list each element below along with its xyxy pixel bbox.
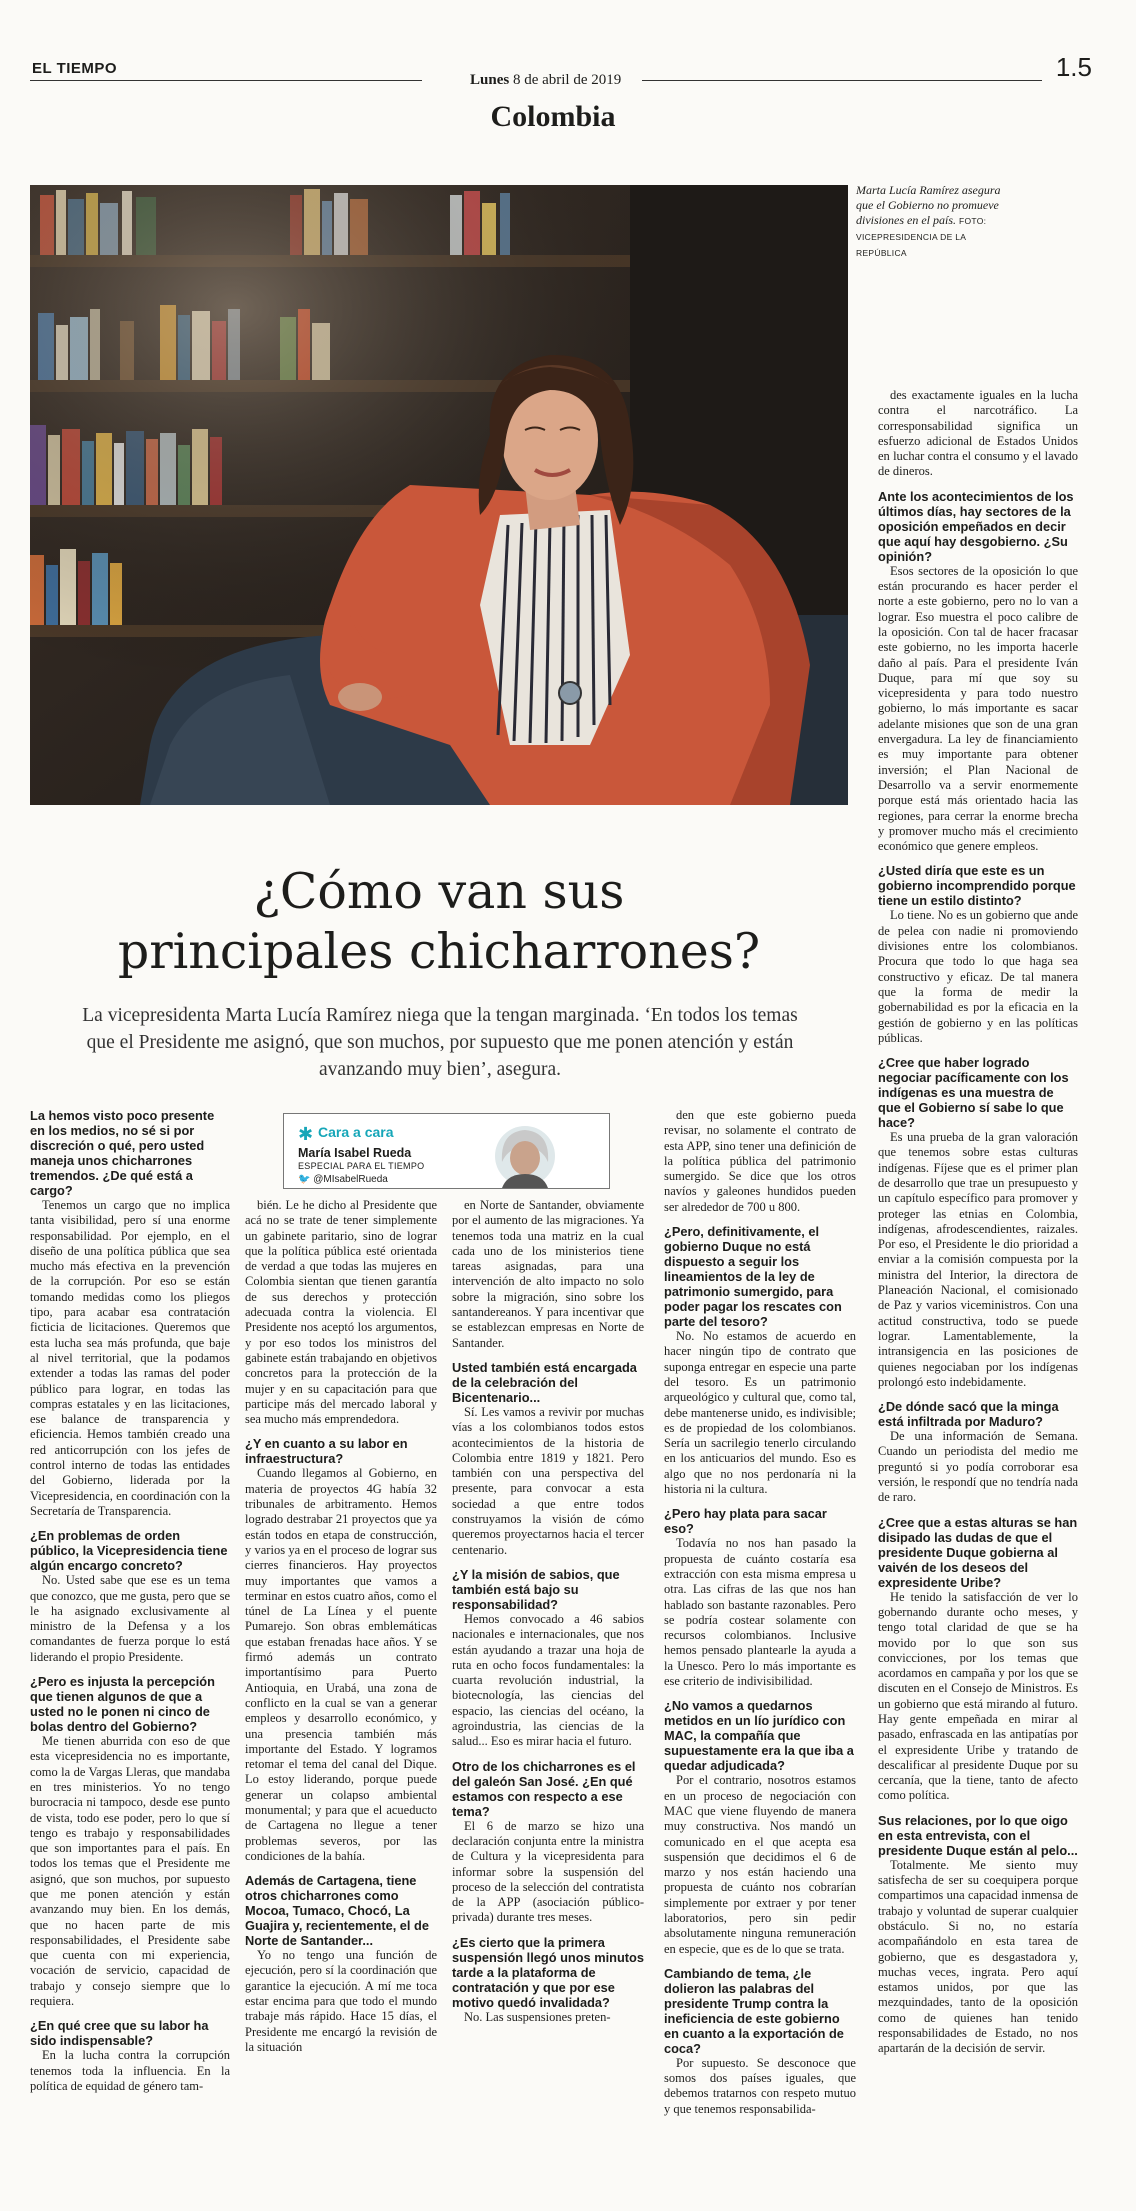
article-deck: La vicepresidenta Marta Lucía Ramírez niega que la tengan marginada. ‘En todos los temas que el Presidente me asignó, que son muchos, por supuesto que me ponen atención y están avanzando muy bien’, asegura. [82, 1005, 798, 1080]
interview-question: ¿De dónde sacó que la minga está infiltrada por Maduro? [878, 1399, 1059, 1430]
interview-answer: Cuando llegamos al Gobierno, en materia de proyectos 4G había 32 tribunales de arbitramento. Hemos logrado destrabar 21 proyectos que ya están todos en etapa de construcción, y varios ya en el proceso de lograr sus cierres financieros. Hay proyectos muy importantes que vamos a terminar en estos cuatro años, como el túnel de La Línea y el puente Pumarejo. Son obras emblemáticas que estaban frenadas hace años. Y se firmó además un contrato importantísimo para Puerto Antioquia, en Urabá, una zona de conflicto en la cual se van a generar empleos y desarrollo económico, y una presencia también más importante del Estado. Y logramos retomar el tema del canal del Dique. Lo estoy liderando, porque puede generar un colapso ambiental monumental; y para que el acueducto de Cartagena no llegue a tener problemas severos, por las condiciones de la bahía. [245, 1466, 437, 1863]
interview-answer: des exactamente iguales en la lucha contra el narcotráfico. La corresponsabilidad significa un esfuerzo adicional de Estados Unidos en luchar contra el consumo y el lavado de dineros. [878, 388, 1078, 479]
interview-question: ¿Cree que a estas alturas se han disipado las dudas de que el presidente Duque gobierna al vaivén de los deseos del expresidente Uribe? [878, 1514, 1078, 1590]
interview-question: La hemos visto poco presente en los medios, no sé si por discreción o qué, pero usted maneja unos chicharrones tremendos. ¿De qué está a cargo? [30, 1108, 215, 1198]
article-headline: ¿Cómo van sus principales chicharrones? [117, 863, 761, 980]
interview-answer: Me tienen aburrida con eso de que esta vicepresidencia no es importante, como la de Vargas Lleras, que mandaba en tres ministerios. Yo no tengo burocracia ni tampoco, desde ese punto de vista, todo ese poder, pero lo que sí tengo es trabajo y responsabilidades que son importantes para el país. En todos los temas que el Presidente me asignó, que son muchos, por supuesto que me ponen atención y están avanzando muy bien. En los demás, que no hacen parte de mis responsabilidades, el Presidente sabe que cuenta con mi experiencia, vocación de servicio, capacidad de trabajo y consejo siempre que lo requiera. [30, 1734, 230, 2009]
article-column-4 [664, 1108, 856, 2118]
interview-question: Sus relaciones, por lo que oigo en esta entrevista, con el presidente Duque están al pelo... [878, 1812, 1078, 1858]
interview-question: ¿Usted diría que este es un gobierno incomprendido porque tiene un estilo distinto? [878, 863, 1076, 909]
interview-answer: No. No estamos de acuerdo en hacer ningún tipo de contrato que suponga entregar en especie una parte del tesoro. Es un patrimonio arqueológico y cultural que, como tal, debe mantenerse unido, es indivisible; es de propiedad de los colombianos. Sería un sacrilegio tenerlo circulando en los anticuarios del mundo. Eso es algo que no nos perdonaría ni la historia ni la cultura. [664, 1329, 856, 1497]
interview-answer: Totalmente. Me siento muy satisfecha de ser su coequipera porque compartimos una capacidad inmensa de trabajo y voluntad de superar cualquier obstáculo. Si no, no estaría acompañándolo en esta tarea de gobierno, que es desgastadora y, muchas veces, ingrata. Pero aquí estamos unidos, por que las mezquindades, tanto de la oposición como de quienes han tenido responsabilidades de Estado, no nos apartarán de la decisión de servir. [878, 1857, 1078, 2056]
twitter-icon: 🐦 [298, 1174, 311, 1185]
interview-question: ¿Y la misión de sabios, que también está bajo su responsabilidad? [452, 1566, 620, 1612]
article-column-5 [878, 388, 1078, 2058]
interview-question: Usted también está encargada de la celebración del Bicentenario... [452, 1359, 637, 1405]
interview-answer: en Norte de Santander, obviamente por el aumento de las migraciones. Ya tenemos toda una matriz en la cual cada uno de los ministerios tiene tareas asignadas, para una intervención de alto impacto no solo sobre la migración, sino sobre los santandereanos. Y para incentivar que se establezcan empresas en Norte de Santander. [452, 1198, 644, 1350]
main-photo [30, 185, 848, 805]
article-column-1 [30, 1108, 230, 2095]
header-rule-right [642, 80, 1042, 81]
interview-answer: No. Las suspensiones preten- [464, 2009, 611, 2024]
author-name: María Isabel Rueda [298, 1146, 412, 1160]
interview-question: ¿Es cierto que la primera suspensión llegó unos minutos tarde a la plataforma de contratación y que por ese motivo quedó invalidada? [452, 1934, 644, 2010]
interview-answer: Por el contrario, nosotros estamos en un proceso de negociación con MAC que viene fluyendo de manera muy constructiva. Nos mandó un comunicado en el que acepta esa suspensión que decidimos el 6 de marzo y nos están haciendo una propuesta de cuánto nos cobrarían simplemente por extraer y por tener laboratorios, pero sin pedir absolutamente ninguna remuneración en especie, que es de lo que se trata. [664, 1773, 856, 1956]
interview-answer: Hemos convocado a 46 sabios nacionales e internacionales, que nos están ayudando a trazar una hoja de ruta en ocho focos fundamentales: la cuarta revolución industrial, la biotecnología, las ciencias del espacio, las ciencias del océano, la agroindustria, las ciencias de la salud... Eso es mirar hacia el futuro. [452, 1611, 644, 1749]
interview-question: ¿Pero, definitivamente, el gobierno Duque no está dispuesto a seguir los lineamientos de la ley de patrimonio sumergido, para poder pagar los rescates con parte del tesoro? [664, 1224, 842, 1330]
interview-answer: Yo no tengo una función de ejecución, pero sí la coordinación que garantice la ejecución. A mí me toca estar encima para que todo el mundo trabaje más rápido. Hace 15 días, el Presidente me encargó la revisión de la situación [245, 1948, 437, 2054]
interview-question: Cambiando de tema, ¿le dolieron las palabras del presidente Trump contra la ineficiencia de este gobierno en cuanto a la exportación de coca? [664, 1965, 844, 2056]
interview-answer: Es una prueba de la gran valoración que tenemos sobre estas culturas indígenas. Fíjese que es el primer plan de desarrollo que trae un presupuesto y un capítulo específico para promover y proteger las etnias en Colombia, indígenas, afrodescendientes, raizales. Por eso, el Presidente le dio prioridad a enviar a la comisión compuesta por la ministra del Interior, la directora de Planeación Nacional, el comisionado de Paz y varios viceministros. Con una actitud constructiva, todo se puede lograr. Lamentablemente, la intransigencia en las posiciones de quienes negociaban por los indígenas prolongó esto indebidamente. [878, 1130, 1078, 1389]
interview-answer: No. Usted sabe que ese es un tema que conozco, que me gusta, pero que se le ha asignado exclusivamente al ministro de la Defensa y a los comandantes de fuerza porque lo está liderando el propio Presidente. [30, 1573, 230, 1664]
interview-answer: El 6 de marzo se hizo una declaración conjunta entre la ministra de Cultura y la vicepresidenta para informar sobre la suspensión del proceso de la selección del contratista de la APP (asociación público-privada) durante tres meses. [452, 1818, 644, 1925]
photo-credit: VICEPRESIDENCIA DE LA REPÚBLICA [856, 232, 966, 258]
issue-date: Lunes 8 de abril de 2019 [470, 72, 622, 88]
interview-question: ¿Pero hay plata para sacar eso? [664, 1506, 827, 1537]
interview-answer: Lo tiene. No es un gobierno que ande de pelea con nadie ni promoviendo divisiones entre los colombianos. Procura que todo lo que haga sea constructivo y eficaz. De tal manera que la forma de medir la gobernabilidad es por la eficacia en la gestión de gobierno y en las políticas públicas. [878, 908, 1078, 1045]
interview-question: Ante los acontecimientos de los últimos días, hay sectores de la oposición empeñados en decir que aquí hay desgobierno. ¿Su opinión? [878, 488, 1074, 564]
interview-answer: Esos sectores de la oposición lo que están procurando es hacer perder el norte a este gobierno, pero no lo van a lograr. Eso muestra el poco calibre de la oposición. Con tal de hacer fracasar este gobierno, no les importa hacerle daño al país. Para el presidente Iván Duque, para mí que soy su vicepresidenta y para todo nuestro gobierno, lo más importante es sacar adelante misiones que son de una gran envergadura. La ley de financiamiento es muy importante para obtener inversión; el Plan Nacional de Desarrollo va a servir enormemente porque está más orientado hacia las regiones, para cerrar la enorme brecha y promover mucho más el crecimiento económico que genere empleos. [878, 563, 1078, 854]
page-number: 1.5 [1055, 52, 1092, 82]
interview-question: ¿Y en cuanto a su labor en infraestructura? [245, 1436, 408, 1467]
photo-caption: Marta Lucía Ramírez asegura que el Gobierno no promueve divisiones en el país. FOTO: VICEPRESIDENCIA DE LA REPÚBLICA [856, 183, 1001, 258]
article-column-3 [452, 1198, 644, 2026]
interview-question: Además de Cartagena, tiene otros chicharrones como Mocoa, Tumaco, Chocó, La Guajira y, recientemente, el de Norte de Santander... [245, 1873, 429, 1949]
header-rule-left [30, 80, 422, 81]
interview-answer: Tenemos un cargo que no implica tanta visibilidad, pero sí una enorme responsabilidad. Por ejemplo, en el diseño de una política pública que sea mucho más efectiva en la prevención de la corrupción. Por eso se están tomando medidas como los pliegos tipo, para acabar esa contratación ficticia de licitaciones. Queremos que esta lucha sea más profunda, que baje al nivel territorial, que la podamos extender a todas las ramas del poder público para lograr, en todas las compras estatales y en las licitaciones, ese balance de transparencia y eficiencia. Hemos también creado una red anticorrupción con los jefes de control interno de todas las entidades del Gobierno, liderada por la Vicepresidencia, en coordinación con la Secretaría de Transparencia. [30, 1198, 230, 1518]
interview-question: Otro de los chicharrones es el del galeón San José. ¿En qué estamos con respecto a ese tema? [452, 1758, 636, 1819]
interview-question: ¿Cree que haber logrado negociar pacíficamente con los indígenas es una muestra de que el Gobierno sí sabe lo que hace? [878, 1055, 1069, 1131]
interview-question: ¿No vamos a quedarnos metidos en un lío jurídico con MAC, la compañía que supuestamente era la que iba a quedar adjudicada? [664, 1698, 854, 1774]
interview-answer: Por supuesto. Se desconoce que somos dos países iguales, que debemos tratarnos con respeto mutuo y que tenemos responsabilida- [664, 2055, 856, 2116]
section-title: Colombia [490, 100, 616, 133]
newspaper-brand: EL TIEMPO [32, 60, 118, 77]
author-role: ESPECIAL PARA EL TIEMPO [298, 1161, 425, 1171]
interview-answer: En la lucha contra la corrupción tenemos toda la influencia. En la política de equidad de género tam- [30, 2048, 230, 2093]
interview-answer: He tenido la satisfacción de ver lo gobernando durante ocho meses, y tengo total claridad de que se ha movido por lo que son sus convicciones, por los temas que acordamos en campaña y por los que se discuten en el Consejo de Ministros. Es un gobierno que está mirando al futuro. Hay gente empeñada en mirar al pasado, enfrascada en las antipatías por el expresidente Uribe y tratando de descalificar al presidente Duque por su cercanía, que la tiene, tanto de afecto como política. [878, 1589, 1078, 1803]
author-portrait [482, 1118, 568, 1188]
interview-answer: den que este gobierno pueda revisar, no solamente el contrato de esta APP, sino tener una definición de la política pública del patrimonio sumergido. Se dice que los otros navíos y galeones hundidos pueden ser alrededor de 700 u 800. [664, 1108, 856, 1214]
photo-illustration [30, 185, 848, 805]
interview-question: ¿En problemas de orden público, la Vicepresidencia tiene algún encargo concreto? [30, 1528, 228, 1574]
byline-box [283, 1113, 610, 1189]
byline-label: Cara a cara [318, 1124, 394, 1140]
interview-answer: Sí. Les vamos a revivir por muchas vías a los colombianos todos estos acontecimientos de la historia de Colombia entre 1819 y 1821. Pero también con una perspectiva del presente, para convocar a esta sociedad a que entre todos construyamos la visión de cómo queremos proyectarnos hacia el tercer centenario. [452, 1404, 644, 1557]
asterisk-icon: ✱ [298, 1124, 314, 1145]
article-column-2 [245, 1198, 437, 2056]
interview-answer: bién. Le he dicho al Presidente que acá no se trate de tener simplemente un gabinete paritario, sino de lograr que la política pública esté orientada de verdad a que todas las mujeres en Colombia sientan que tienen garantía de sus derechos y protección adecuada contra la violencia. El Presidente nos aceptó los argumentos, y por eso todos los ministros del gabinete están trabajando en objetivos concretos para la protección de la mujer y en su capacitación para que participe más del mercado laboral y sea mucho más emprendedora. [245, 1198, 437, 1427]
author-handle[interactable]: 🐦 @MIsabelRueda [298, 1174, 388, 1185]
interview-question: ¿Pero es injusta la percepción que tienen algunos de que a usted no le ponen ni cinco de bolas dentro del Gobierno? [30, 1674, 215, 1735]
interview-answer: Todavía no nos han pasado la propuesta de cuánto costaría esa extracción con esta misma empresa u otra. Las cifras de las que nos han hablado son bastante razonables. Pero se podría costear solamente con recursos colombianos. Inclusive hemos pensado plantearle la ayuda a la Unesco. Pero lo más importante es ese criterio de indivisibilidad. [664, 1536, 856, 1689]
interview-answer: De una información de Semana. Cuando un periodista del medio me preguntó si yo podía corroborar esa versión, le respondí que no tendría nada de raro. [878, 1429, 1078, 1505]
interview-question: ¿En qué cree que su labor ha sido indispensable? [30, 2018, 209, 2049]
